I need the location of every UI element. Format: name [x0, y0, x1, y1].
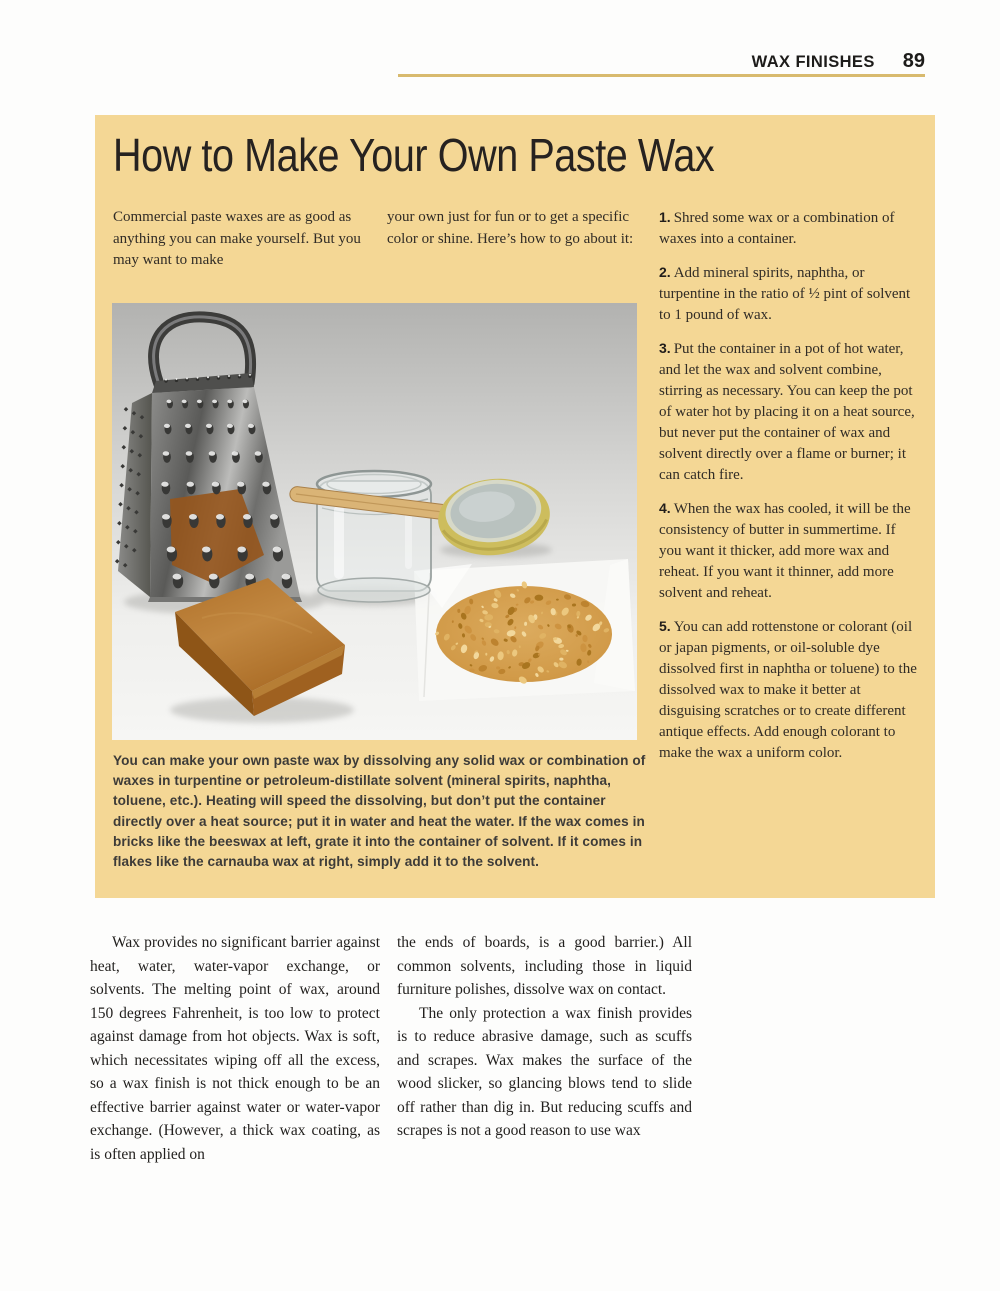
sidebar-box: [95, 115, 935, 898]
step-item-2: [659, 262, 917, 326]
step-text: You can add rottenstone or colorant (oil or japan pigments, or oil-soluble dye dissolved first in naphtha or toluene) to the dissolved wax to make it better at disguising scratches or to create different antique effects. Add enough colorant to make the wax a uniform color.: [659, 619, 917, 761]
step-number: 5.: [659, 618, 671, 634]
step-number: 1.: [659, 209, 671, 225]
step-text: Add mineral spirits, naphtha, or turpentine in the ratio of ½ pint of solvent to 1 pound of wax.: [659, 265, 911, 323]
header-rule: [398, 74, 925, 77]
body-column-1: [90, 931, 380, 1166]
step-number: 2.: [659, 264, 671, 280]
body-paragraph: Wax provides no significant barrier against heat, water, water-vapor exchange, or solvents. The melting point of wax, around 150 degrees Fahrenheit, is too low to protect against damage from hot objects. Wax is soft, which necessitates wiping off all the excess, so a wax finish is not thick enough to be an effective barrier against water or water-vapor exchange. (However, a thick wax coating, as is often applied on: [90, 934, 380, 1163]
step-item-5: [659, 616, 917, 764]
sidebar-title: How to Make Your Own Paste Wax: [113, 129, 715, 181]
step-text: Put the container in a pot of hot water, and let the wax and solvent combine, stirring as necessary. You can keep the pot of water hot by placing it on a heat source, but never put the container of wax and solvent directly over a flame or burner; it can catch fire.: [659, 341, 915, 483]
intro-column-1: Commercial paste waxes are as good as anything you can make yourself. But you may want to make: [113, 209, 361, 268]
step-text: When the wax has cooled, it will be the consistency of butter in summertime. If you want it thicker, add more wax and reheat. If you want it thinner, add more solvent and reheat.: [659, 501, 911, 601]
section-title: WAX FINISHES: [751, 53, 875, 71]
body-paragraph: the ends of boards, is a good barrier.) All common solvents, including those in liquid furniture polishes, dissolve wax on contact.: [397, 934, 692, 998]
step-item-3: [659, 338, 917, 486]
step-item-1: [659, 207, 917, 250]
page-number: 89: [902, 50, 925, 72]
paste-wax-photo: [112, 303, 637, 740]
photo-caption: You can make your own paste wax by dissolving any solid wax or combination of waxes in turpentine or petroleum-distillate solvent (mineral spirits, naphtha, toluene, etc.). Heating will speed the dissolving, but don’t put the container directly over a heat source; put it in water and heat the water. If the wax comes in bricks like the beeswax at left, grate it into the container of solvent. If it comes in flakes like the carnauba wax at right, simply add it to the solvent.: [113, 753, 646, 870]
step-list: [659, 207, 917, 776]
body-column-2: [397, 931, 692, 1143]
intro-column-2: your own just for fun or to get a specific color or shine. Here’s how to go about it:: [387, 209, 634, 247]
step-number: 3.: [659, 340, 671, 356]
running-head: [752, 50, 925, 73]
step-number: 4.: [659, 500, 671, 516]
step-item-4: [659, 498, 917, 604]
body-paragraph: The only protection a wax finish provides is to reduce abrasive damage, such as scuffs and scrapes. Wax makes the surface of the wood slicker, so glancing blows tend to slide off rather than dig in. But reducing scuffs and scrapes is not a good reason to use wax: [397, 1004, 692, 1139]
step-text: Shred some wax or a combination of waxes into a container.: [659, 210, 895, 247]
